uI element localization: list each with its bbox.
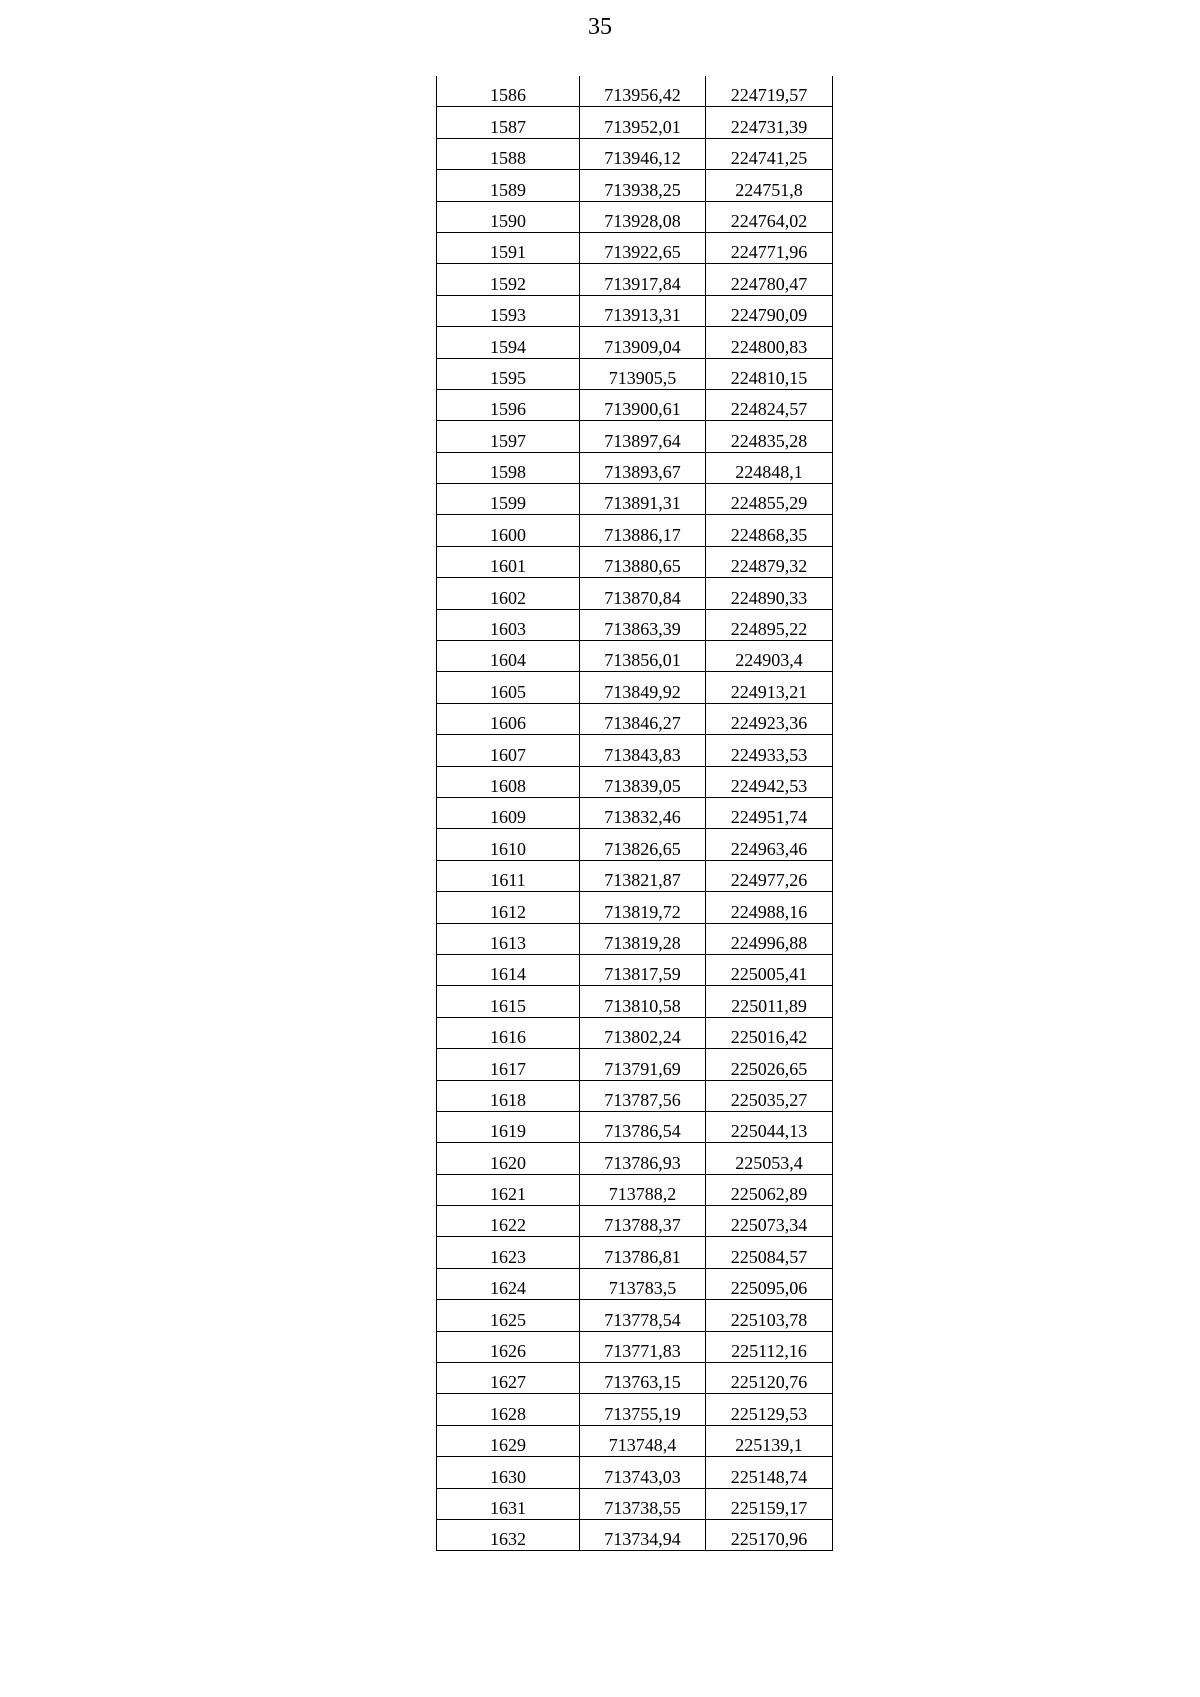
table-row xyxy=(437,1174,833,1205)
y-coordinate-cell: 224824,57 xyxy=(706,389,833,420)
x-coordinate-cell: 713946,12 xyxy=(580,138,706,169)
x-coordinate-cell: 713778,54 xyxy=(580,1300,706,1331)
table-row xyxy=(437,986,833,1017)
x-coordinate-cell: 713748,4 xyxy=(580,1425,706,1456)
point-number-cell: 1632 xyxy=(437,1519,580,1550)
y-coordinate-cell: 225095,06 xyxy=(706,1268,833,1299)
table-row xyxy=(437,1237,833,1268)
point-number-cell: 1595 xyxy=(437,358,580,389)
table-row xyxy=(437,1268,833,1299)
point-number-cell: 1599 xyxy=(437,484,580,515)
point-number-cell: 1617 xyxy=(437,1049,580,1080)
table-row xyxy=(437,797,833,828)
x-coordinate-cell: 713886,17 xyxy=(580,515,706,546)
table-row xyxy=(437,735,833,766)
y-coordinate-cell: 224933,53 xyxy=(706,735,833,766)
x-coordinate-cell: 713900,61 xyxy=(580,389,706,420)
point-number-cell: 1630 xyxy=(437,1457,580,1488)
y-coordinate-cell: 225148,74 xyxy=(706,1457,833,1488)
y-coordinate-cell: 224977,26 xyxy=(706,860,833,891)
x-coordinate-cell: 713863,39 xyxy=(580,609,706,640)
point-number-cell: 1615 xyxy=(437,986,580,1017)
y-coordinate-cell: 224741,25 xyxy=(706,138,833,169)
point-number-cell: 1603 xyxy=(437,609,580,640)
table-row xyxy=(437,1049,833,1080)
y-coordinate-cell: 225062,89 xyxy=(706,1174,833,1205)
x-coordinate-cell: 713821,87 xyxy=(580,860,706,891)
table-row xyxy=(437,421,833,452)
y-coordinate-cell: 225129,53 xyxy=(706,1394,833,1425)
point-number-cell: 1589 xyxy=(437,170,580,201)
x-coordinate-cell: 713893,67 xyxy=(580,452,706,483)
table-row xyxy=(437,295,833,326)
y-coordinate-cell: 224731,39 xyxy=(706,107,833,138)
y-coordinate-cell: 225103,78 xyxy=(706,1300,833,1331)
point-number-cell: 1620 xyxy=(437,1143,580,1174)
x-coordinate-cell: 713956,42 xyxy=(580,76,706,107)
y-coordinate-cell: 224890,33 xyxy=(706,578,833,609)
table-row xyxy=(437,327,833,358)
y-coordinate-cell: 224835,28 xyxy=(706,421,833,452)
x-coordinate-cell: 713738,55 xyxy=(580,1488,706,1519)
table-row xyxy=(437,170,833,201)
y-coordinate-cell: 225159,17 xyxy=(706,1488,833,1519)
y-coordinate-cell: 224913,21 xyxy=(706,672,833,703)
x-coordinate-cell: 713788,2 xyxy=(580,1174,706,1205)
x-coordinate-cell: 713791,69 xyxy=(580,1049,706,1080)
table-row xyxy=(437,892,833,923)
x-coordinate-cell: 713734,94 xyxy=(580,1519,706,1550)
point-number-cell: 1596 xyxy=(437,389,580,420)
table-row xyxy=(437,452,833,483)
x-coordinate-cell: 713928,08 xyxy=(580,201,706,232)
y-coordinate-cell: 225084,57 xyxy=(706,1237,833,1268)
table-row xyxy=(437,1331,833,1362)
y-coordinate-cell: 225016,42 xyxy=(706,1017,833,1048)
x-coordinate-cell: 713817,59 xyxy=(580,954,706,985)
y-coordinate-cell: 224780,47 xyxy=(706,264,833,295)
table-row xyxy=(437,264,833,295)
point-number-cell: 1602 xyxy=(437,578,580,609)
table-row xyxy=(437,358,833,389)
y-coordinate-cell: 224848,1 xyxy=(706,452,833,483)
y-coordinate-cell: 225073,34 xyxy=(706,1206,833,1237)
point-number-cell: 1626 xyxy=(437,1331,580,1362)
x-coordinate-cell: 713743,03 xyxy=(580,1457,706,1488)
table-row xyxy=(437,1300,833,1331)
y-coordinate-cell: 224855,29 xyxy=(706,484,833,515)
point-number-cell: 1604 xyxy=(437,641,580,672)
x-coordinate-cell: 713786,81 xyxy=(580,1237,706,1268)
y-coordinate-cell: 225005,41 xyxy=(706,954,833,985)
point-number-cell: 1612 xyxy=(437,892,580,923)
point-number-cell: 1601 xyxy=(437,546,580,577)
point-number-cell: 1609 xyxy=(437,797,580,828)
x-coordinate-cell: 713788,37 xyxy=(580,1206,706,1237)
table-row xyxy=(437,860,833,891)
y-coordinate-cell: 224868,35 xyxy=(706,515,833,546)
point-number-cell: 1593 xyxy=(437,295,580,326)
table-row xyxy=(437,641,833,672)
coordinates-table xyxy=(436,76,833,1551)
table-row xyxy=(437,609,833,640)
point-number-cell: 1616 xyxy=(437,1017,580,1048)
point-number-cell: 1608 xyxy=(437,766,580,797)
table-row xyxy=(437,1394,833,1425)
y-coordinate-cell: 225170,96 xyxy=(706,1519,833,1550)
table-row xyxy=(437,1111,833,1142)
y-coordinate-cell: 224719,57 xyxy=(706,76,833,107)
x-coordinate-cell: 713917,84 xyxy=(580,264,706,295)
table-row xyxy=(437,107,833,138)
table-row xyxy=(437,1363,833,1394)
y-coordinate-cell: 224810,15 xyxy=(706,358,833,389)
point-number-cell: 1590 xyxy=(437,201,580,232)
y-coordinate-cell: 225011,89 xyxy=(706,986,833,1017)
point-number-cell: 1622 xyxy=(437,1206,580,1237)
table-row xyxy=(437,829,833,860)
table-row xyxy=(437,672,833,703)
table-row xyxy=(437,546,833,577)
x-coordinate-cell: 713771,83 xyxy=(580,1331,706,1362)
y-coordinate-cell: 225035,27 xyxy=(706,1080,833,1111)
point-number-cell: 1625 xyxy=(437,1300,580,1331)
y-coordinate-cell: 224895,22 xyxy=(706,609,833,640)
table-row xyxy=(437,1206,833,1237)
y-coordinate-cell: 224764,02 xyxy=(706,201,833,232)
y-coordinate-cell: 224903,4 xyxy=(706,641,833,672)
table-row xyxy=(437,232,833,263)
point-number-cell: 1600 xyxy=(437,515,580,546)
x-coordinate-cell: 713891,31 xyxy=(580,484,706,515)
y-coordinate-cell: 224996,88 xyxy=(706,923,833,954)
x-coordinate-cell: 713913,31 xyxy=(580,295,706,326)
point-number-cell: 1594 xyxy=(437,327,580,358)
point-number-cell: 1618 xyxy=(437,1080,580,1111)
table-row xyxy=(437,1080,833,1111)
x-coordinate-cell: 713755,19 xyxy=(580,1394,706,1425)
point-number-cell: 1610 xyxy=(437,829,580,860)
x-coordinate-cell: 713802,24 xyxy=(580,1017,706,1048)
x-coordinate-cell: 713786,93 xyxy=(580,1143,706,1174)
x-coordinate-cell: 713819,28 xyxy=(580,923,706,954)
point-number-cell: 1606 xyxy=(437,703,580,734)
point-number-cell: 1598 xyxy=(437,452,580,483)
y-coordinate-cell: 225053,4 xyxy=(706,1143,833,1174)
point-number-cell: 1623 xyxy=(437,1237,580,1268)
table-row xyxy=(437,1017,833,1048)
point-number-cell: 1605 xyxy=(437,672,580,703)
y-coordinate-cell: 225120,76 xyxy=(706,1363,833,1394)
point-number-cell: 1588 xyxy=(437,138,580,169)
y-coordinate-cell: 224800,83 xyxy=(706,327,833,358)
y-coordinate-cell: 224879,32 xyxy=(706,546,833,577)
point-number-cell: 1614 xyxy=(437,954,580,985)
y-coordinate-cell: 224988,16 xyxy=(706,892,833,923)
x-coordinate-cell: 713909,04 xyxy=(580,327,706,358)
point-number-cell: 1591 xyxy=(437,232,580,263)
x-coordinate-cell: 713832,46 xyxy=(580,797,706,828)
point-number-cell: 1629 xyxy=(437,1425,580,1456)
y-coordinate-cell: 224923,36 xyxy=(706,703,833,734)
x-coordinate-cell: 713843,83 xyxy=(580,735,706,766)
point-number-cell: 1587 xyxy=(437,107,580,138)
table-row xyxy=(437,954,833,985)
point-number-cell: 1621 xyxy=(437,1174,580,1205)
table-row xyxy=(437,766,833,797)
table-row xyxy=(437,515,833,546)
x-coordinate-cell: 713846,27 xyxy=(580,703,706,734)
table-row xyxy=(437,138,833,169)
point-number-cell: 1586 xyxy=(437,76,580,107)
table-row xyxy=(437,703,833,734)
point-number-cell: 1619 xyxy=(437,1111,580,1142)
point-number-cell: 1592 xyxy=(437,264,580,295)
point-number-cell: 1631 xyxy=(437,1488,580,1519)
x-coordinate-cell: 713938,25 xyxy=(580,170,706,201)
x-coordinate-cell: 713870,84 xyxy=(580,578,706,609)
x-coordinate-cell: 713819,72 xyxy=(580,892,706,923)
point-number-cell: 1627 xyxy=(437,1363,580,1394)
table-row xyxy=(437,76,833,107)
point-number-cell: 1607 xyxy=(437,735,580,766)
point-number-cell: 1628 xyxy=(437,1394,580,1425)
point-number-cell: 1613 xyxy=(437,923,580,954)
point-number-cell: 1611 xyxy=(437,860,580,891)
y-coordinate-cell: 224942,53 xyxy=(706,766,833,797)
x-coordinate-cell: 713880,65 xyxy=(580,546,706,577)
point-number-cell: 1624 xyxy=(437,1268,580,1299)
table-row xyxy=(437,1143,833,1174)
y-coordinate-cell: 224963,46 xyxy=(706,829,833,860)
page-number: 35 xyxy=(588,14,612,40)
point-number-cell: 1597 xyxy=(437,421,580,452)
coordinates-table-body xyxy=(437,76,833,1551)
x-coordinate-cell: 713786,54 xyxy=(580,1111,706,1142)
y-coordinate-cell: 225044,13 xyxy=(706,1111,833,1142)
x-coordinate-cell: 713839,05 xyxy=(580,766,706,797)
x-coordinate-cell: 713856,01 xyxy=(580,641,706,672)
y-coordinate-cell: 224751,8 xyxy=(706,170,833,201)
x-coordinate-cell: 713763,15 xyxy=(580,1363,706,1394)
x-coordinate-cell: 713849,92 xyxy=(580,672,706,703)
table-row xyxy=(437,1425,833,1456)
table-row xyxy=(437,1488,833,1519)
y-coordinate-cell: 224790,09 xyxy=(706,295,833,326)
table-row xyxy=(437,1519,833,1550)
x-coordinate-cell: 713783,5 xyxy=(580,1268,706,1299)
y-coordinate-cell: 224951,74 xyxy=(706,797,833,828)
x-coordinate-cell: 713922,65 xyxy=(580,232,706,263)
table-row xyxy=(437,201,833,232)
y-coordinate-cell: 225112,16 xyxy=(706,1331,833,1362)
x-coordinate-cell: 713952,01 xyxy=(580,107,706,138)
table-row xyxy=(437,484,833,515)
y-coordinate-cell: 224771,96 xyxy=(706,232,833,263)
y-coordinate-cell: 225026,65 xyxy=(706,1049,833,1080)
x-coordinate-cell: 713897,64 xyxy=(580,421,706,452)
table-row xyxy=(437,923,833,954)
x-coordinate-cell: 713810,58 xyxy=(580,986,706,1017)
x-coordinate-cell: 713826,65 xyxy=(580,829,706,860)
table-row xyxy=(437,1457,833,1488)
y-coordinate-cell: 225139,1 xyxy=(706,1425,833,1456)
table-row xyxy=(437,578,833,609)
table-row xyxy=(437,389,833,420)
x-coordinate-cell: 713787,56 xyxy=(580,1080,706,1111)
x-coordinate-cell: 713905,5 xyxy=(580,358,706,389)
